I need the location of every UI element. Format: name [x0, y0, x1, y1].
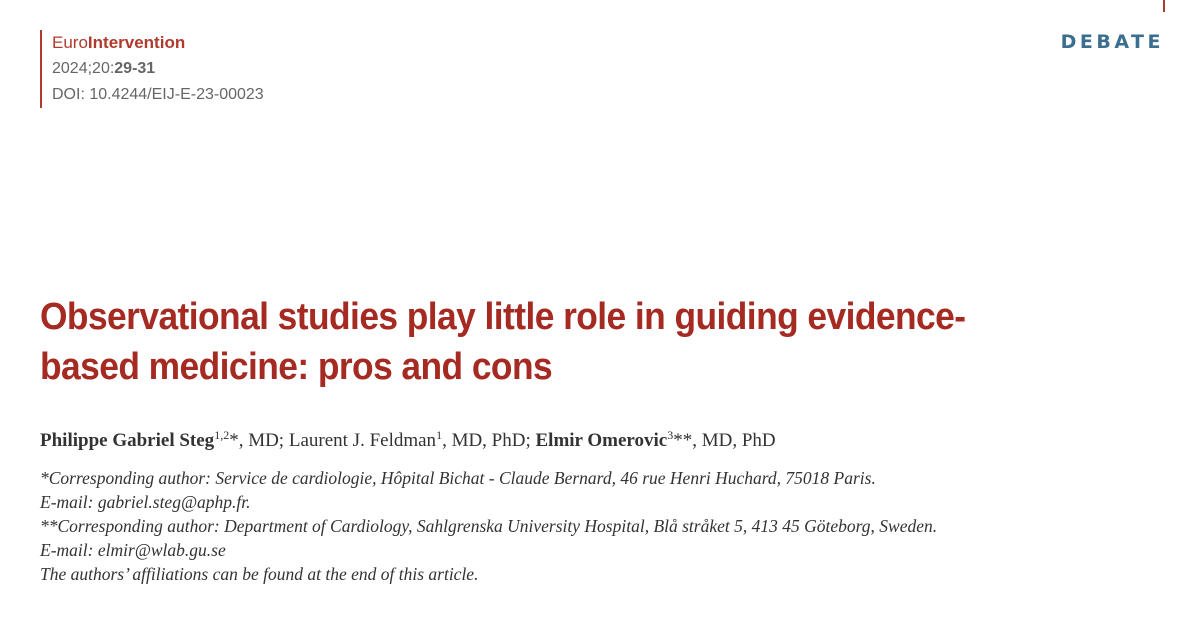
corresponding-author-2: **Corresponding author: Department of Cardiology, Sahlgrenska University Hospital, Blå stråket 5, 413 45 Göteborg, Sweden. — [40, 516, 938, 536]
affiliations-note: The authors’ affiliations can be found at the end of this article. — [40, 564, 479, 584]
author-mark: ** — [673, 430, 693, 451]
brand-suffix: Intervention — [87, 33, 186, 52]
doi[interactable]: DOI: 10.4244/EIJ-E-23-00023 — [52, 86, 264, 103]
article-title: Observational studies play little role in guiding evidence-based medicine: pros and cons — [40, 296, 966, 388]
author-affiliation: 1,2 — [214, 428, 230, 442]
email-2[interactable]: E-mail: elmir@wlab.gu.se — [40, 540, 226, 560]
top-rule-divider — [1163, 0, 1165, 12]
author-name[interactable]: Elmir Omerovic — [535, 430, 668, 451]
author-affiliation: 1 — [436, 428, 443, 442]
author-degrees: , MD, PhD — [692, 430, 776, 451]
corresponding-author-1: *Corresponding author: Service de cardiologie, Hôpital Bichat - Claude Bernard, 46 rue Henri Huchard, 75018 Paris. — [40, 468, 876, 488]
author-name[interactable]: Laurent J. Feldman — [288, 430, 437, 451]
journal-meta — [40, 30, 264, 108]
author-line — [40, 430, 776, 452]
brand-prefix: Euro — [52, 33, 88, 52]
journal-brand — [52, 30, 264, 56]
author-degrees: , MD; — [238, 430, 289, 451]
volume-prefix: 2024;20: — [52, 60, 115, 77]
correspondence-block — [40, 466, 937, 586]
section-label: DEBATE — [1060, 31, 1164, 53]
author-degrees: , MD, PhD; — [442, 430, 536, 451]
author-mark: * — [229, 430, 239, 451]
page-range: 29-31 — [114, 60, 156, 77]
author-affiliation: 3 — [667, 428, 674, 442]
author-name[interactable]: Philippe Gabriel Steg — [40, 430, 215, 451]
journal-volume — [52, 56, 264, 82]
email-1[interactable]: E-mail: gabriel.steg@aphp.fr. — [40, 492, 251, 512]
